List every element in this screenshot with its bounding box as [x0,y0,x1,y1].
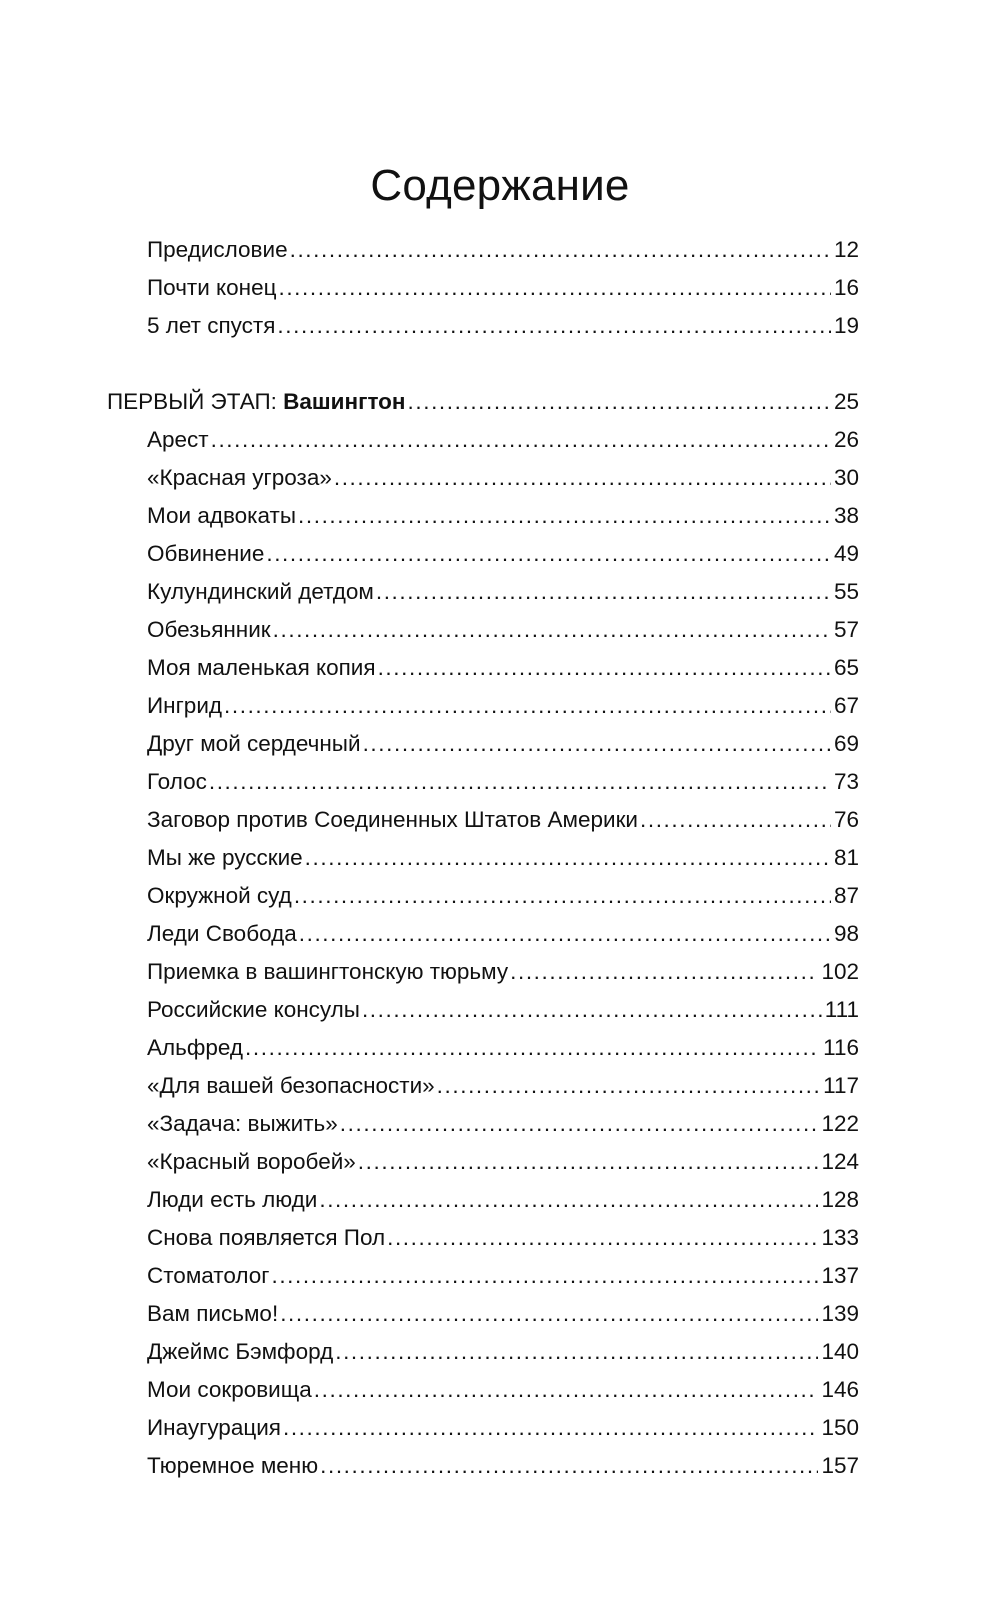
toc-entry [107,1333,859,1371]
toc-entry [107,839,859,877]
dot-leader [319,1181,818,1219]
toc-entry [107,611,859,649]
toc-section-entries [107,421,859,1485]
toc-entry-label: Джеймс Бэмфорд [147,1339,334,1364]
toc-entry [107,801,859,839]
toc-entry [107,1067,859,1105]
toc-entry-label: Почти конец [147,275,277,300]
toc-entry-page: 116 [823,1035,859,1060]
toc-entry-label: Ингрид [147,693,223,718]
toc-entry [107,1105,859,1143]
toc-entry-page: 30 [833,465,859,490]
toc-entry-label: Заговор против Соединенных Штатов Америки [147,807,638,832]
dot-leader [510,953,818,991]
toc-entry [107,421,859,459]
dot-leader [334,459,831,497]
toc-entry-label: Кулундинский детдом [147,579,374,604]
toc-entry-label: Люди есть люди [147,1187,318,1212]
dot-leader [314,1371,819,1409]
dot-leader [271,1257,818,1295]
toc-entry-page: 57 [833,617,859,642]
toc-entry-label: Мои адвокаты [147,503,297,528]
toc-entry-page: 128 [821,1187,859,1212]
toc-entry [107,1409,859,1447]
toc-entry-label: Инаугурация [147,1415,281,1440]
toc-entry-page: 124 [821,1149,859,1174]
dot-leader [209,763,831,801]
dot-leader [376,573,831,611]
toc-entry-page: 76 [833,807,859,832]
dot-leader [245,1029,820,1067]
toc-section-page: 25 [833,389,859,414]
toc-entry [107,991,859,1029]
toc-entry-label: Друг мой сердечный [147,731,361,756]
dot-leader [335,1333,818,1371]
toc-entry-page: 87 [833,883,859,908]
toc-entry [107,725,859,763]
toc-entry [107,763,859,801]
toc-entry-label: Обвинение [147,541,265,566]
toc-entry-label: 5 лет спустя [147,313,276,338]
table-of-contents [107,231,859,1485]
toc-entry-label: «Для вашей безопасности» [147,1073,435,1098]
toc-entry-label: Приемка в вашингтонскую тюрьму [147,959,509,984]
toc-section-label [107,383,406,421]
dot-leader [378,649,831,687]
toc-entry-page: 38 [833,503,859,528]
toc-entry-page: 69 [833,731,859,756]
dot-leader [437,1067,820,1105]
dot-leader [290,231,831,269]
toc-entry-label: Леди Свобода [147,921,297,946]
toc-entry [107,231,859,269]
toc-entry-label: Российские консулы [147,997,360,1022]
toc-entry-page: 65 [833,655,859,680]
toc-entry-label: Вам письмо! [147,1301,279,1326]
toc-section-heading [107,383,859,421]
toc-entry-label: Альфред [147,1035,244,1060]
toc-entry-label: Арест [147,427,209,452]
dot-leader [320,1447,818,1485]
toc-entry-label: Мы же русские [147,845,303,870]
toc-entry-page: 157 [821,1453,859,1478]
toc-entry-page: 117 [823,1073,859,1098]
toc-entry [107,1029,859,1067]
toc-entry [107,573,859,611]
toc-entry-page: 67 [833,693,859,718]
toc-entry-page: 139 [821,1301,859,1326]
toc-entry [107,1181,859,1219]
dot-leader [273,611,831,649]
toc-entry-page: 19 [833,313,859,338]
toc-entry [107,877,859,915]
toc-entry [107,1219,859,1257]
toc-entry [107,497,859,535]
toc-entry [107,459,859,497]
toc-entry [107,1447,859,1485]
toc-entry-page: 49 [833,541,859,566]
dot-leader [299,915,831,953]
toc-entry [107,915,859,953]
toc-entry-label: Окружной суд [147,883,292,908]
toc-entry [107,1257,859,1295]
toc-entry [107,649,859,687]
toc-entry [107,1295,859,1333]
toc-entry-label: Мои сокровища [147,1377,312,1402]
dot-leader [277,307,831,345]
toc-section-name: Вашингтон [283,389,406,414]
toc-entry-label: Снова появляется Пол [147,1225,386,1250]
dot-leader [278,269,830,307]
dot-leader [283,1409,818,1447]
toc-entry-label: Моя маленькая копия [147,655,376,680]
dot-leader [305,839,831,877]
toc-entry [107,535,859,573]
toc-entry-label: «Задача: выжить» [147,1111,338,1136]
toc-entry-label: Обезьянник [147,617,271,642]
toc-entry-page: 111 [824,997,859,1022]
toc-entry-page: 140 [821,1339,859,1364]
dot-leader [408,383,831,421]
dot-leader [363,725,831,763]
toc-entry-page: 133 [821,1225,859,1250]
dot-leader [298,497,831,535]
toc-entry-page: 137 [821,1263,859,1288]
toc-entry-page: 98 [833,921,859,946]
toc-entry-page: 150 [821,1415,859,1440]
dot-leader [640,801,831,839]
toc-entry-label: Стоматолог [147,1263,270,1288]
toc-entry-page: 16 [833,275,859,300]
toc-entry-label: Голос [147,769,207,794]
toc-entry [107,1371,859,1409]
toc-entry-page: 81 [833,845,859,870]
dot-leader [266,535,831,573]
dot-leader [280,1295,818,1333]
toc-entry [107,1143,859,1181]
toc-entry-label: «Красный воробей» [147,1149,356,1174]
dot-leader [340,1105,819,1143]
toc-entry-label: Тюремное меню [147,1453,319,1478]
dot-leader [211,421,831,459]
toc-entry-page: 12 [833,237,859,262]
toc-entry [107,687,859,725]
dot-leader [387,1219,818,1257]
dot-leader [294,877,831,915]
dot-leader [224,687,831,725]
dot-leader [358,1143,819,1181]
toc-entry [107,953,859,991]
toc-entry-label: «Красная угроза» [147,465,332,490]
toc-entry-page: 102 [821,959,859,984]
toc-group-gap [107,345,859,383]
toc-entry-page: 73 [833,769,859,794]
toc-entry [107,269,859,307]
toc-entry-page: 55 [833,579,859,604]
toc-entry-page: 146 [821,1377,859,1402]
page-title: Содержание [370,161,630,210]
toc-entry-label: Предисловие [147,237,288,262]
toc-entry-page: 122 [821,1111,859,1136]
toc-entry [107,307,859,345]
dot-leader [362,991,822,1029]
toc-section-prefix: ПЕРВЫЙ ЭТАП: [107,389,284,414]
toc-entry-page: 26 [833,427,859,452]
